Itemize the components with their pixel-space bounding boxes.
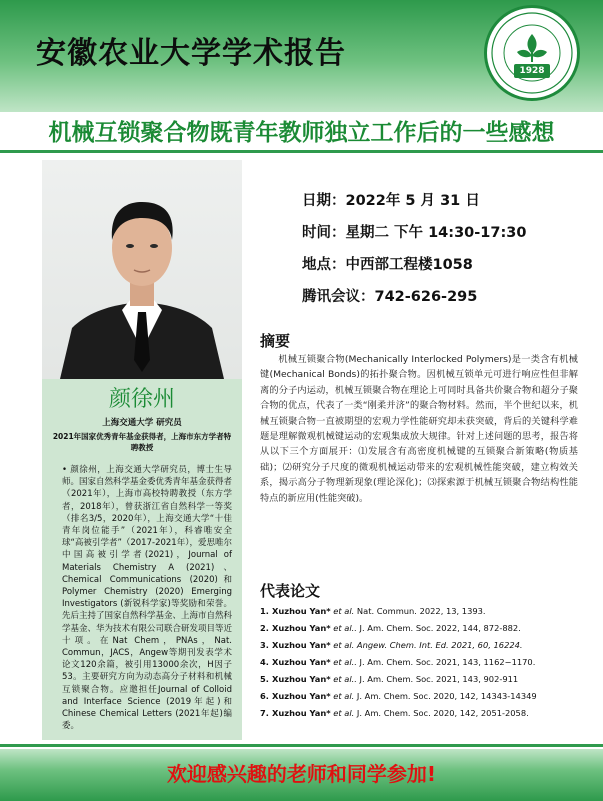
university-logo bbox=[484, 5, 580, 101]
publication-ref: J. Am. Chem. Soc. 2022, 144, 872-882. bbox=[356, 623, 521, 633]
publication-etal: et al.. bbox=[330, 657, 357, 667]
publication-ref: Nat. Commun. 2022, 13, 1393. bbox=[354, 606, 486, 616]
publication-author: Xuzhou Yan* bbox=[272, 691, 331, 701]
publication-author: Xuzhou Yan* bbox=[272, 623, 331, 633]
publication-author: Xuzhou Yan* bbox=[272, 640, 331, 650]
tencent-meeting-id: 腾讯会议：742-626-295 bbox=[302, 289, 478, 305]
publication-number: 1. bbox=[260, 606, 269, 616]
publication-item bbox=[260, 620, 590, 637]
speaker-bio: • 颜徐州，上海交通大学研究员，博士生导师。国家自然科学基金委优秀青年基金获得者（2021年），上海市高校特聘教授（东方学者，2018年），曾获浙江省自然科学一等奖（排名3/5，2020年），上海交通大学“十佳青年岗位能手”（2021年），科睿唯安全球“高被引学者”（2017-2021年），爱思唯尔中国高被引学者(2021)，Journal of Materials Chemistry A (2021)、Chemical Communications (2020)和Polymer Chemistry (2020) Emerging Investigators (新锐科学家)等奖励和荣誉。先后主持了国家自然科学基金、上海市自然科学基金、华为技术有限公司联合研发项目等近十项。在Nat Chem，PNAs，Nat. Commun，JACS，Angew等期刊发表学术论文120余篇，被引用13000余次，H因子53。主要研究方向为动态高分子材料和机械互锁聚合物。应邀担任Journal of Colloid and Interface Science (2019年起)和Chinese Chemical Letters (2021年起)编委。 bbox=[62, 465, 233, 732]
publication-etal: et al.. bbox=[330, 674, 357, 684]
publication-author: Xuzhou Yan* bbox=[272, 674, 331, 684]
page-title: 安徽农业大学学术报告 bbox=[36, 36, 346, 71]
publication-number: 5. bbox=[260, 674, 269, 684]
divider-top bbox=[0, 150, 603, 153]
publication-ref: J. Am. Chem. Soc. 2021, 143, 902-911 bbox=[356, 674, 519, 684]
publication-etal: et al. bbox=[330, 606, 355, 616]
publication-etal: et al. bbox=[330, 691, 355, 701]
publication-ref: J. Am. Chem. Soc. 2020, 142, 14343-14349 bbox=[354, 691, 537, 701]
publication-number: 3. bbox=[260, 640, 269, 650]
publication-item bbox=[260, 688, 590, 705]
talk-time: 时间：星期二 下午 14:30-17:30 bbox=[302, 225, 527, 241]
talk-title: 机械互锁聚合物既青年教师独立工作后的一些感想 bbox=[48, 119, 555, 146]
publication-item bbox=[260, 671, 590, 688]
publication-number: 2. bbox=[260, 623, 269, 633]
logo-emblem-icon bbox=[487, 8, 577, 98]
publication-item bbox=[260, 603, 590, 620]
publication-item bbox=[260, 637, 590, 654]
publication-number: 6. bbox=[260, 691, 269, 701]
publication-item bbox=[260, 705, 590, 722]
abstract-text: 机械互锁聚合物(Mechanically Interlocked Polymers)是一类含有机械键(Mechanical Bonds)的拓扑聚合物。因机械互锁单元可进行响应性但非解离的分子内运动，机械互锁聚合物在理论上可同时具备共价聚合物和超分子聚合物的优点，代表了一类“刚柔并济”的聚合物材料。然而，半个世纪以来，机械互锁聚合物一直被期望的宏观力学性能研究却未获突破，背后的关键科学难题是理解微观机械键运动的宏观集成放大规律。针对上述问题的思考，报告将从以下三个方面展开：⑴发展含有高密度机械键的互锁聚合新策略(物质基础)；⑵研究分子尺度的微观机械运动带来的宏观机械性能突破，建立构效关系，揭示高分子物理新现象(理论深化)；⑶探索源于机械互锁聚合物结构性能特点的新应用(性能突破)。 bbox=[260, 354, 578, 504]
speaker-institution: 上海交通大学 研究员 bbox=[102, 418, 182, 428]
publications-heading: 代表论文 bbox=[260, 582, 321, 600]
talk-place: 地点：中西部工程楼1058 bbox=[302, 257, 473, 273]
speaker-photo bbox=[42, 160, 242, 379]
talk-date: 日期：2022年 5 月 31 日 bbox=[302, 193, 480, 209]
invitation-text: 欢迎感兴趣的老师和同学参加! bbox=[166, 762, 437, 786]
publication-author: Xuzhou Yan* bbox=[272, 606, 331, 616]
publication-list bbox=[260, 603, 590, 722]
publication-number: 4. bbox=[260, 657, 269, 667]
logo-year: 1928 bbox=[514, 64, 550, 78]
speaker-award: 2021年国家优秀青年基金获得者，上海市东方学者特聘教授 bbox=[52, 432, 232, 452]
publication-author: Xuzhou Yan* bbox=[272, 708, 331, 718]
publication-item bbox=[260, 654, 590, 671]
abstract-heading: 摘要 bbox=[260, 332, 291, 350]
publication-etal: et al. Angew. Chem. Int. Ed. 2021, 60, 16224. bbox=[330, 640, 523, 650]
publication-ref: J. Am. Chem. Soc. 2020, 142, 2051-2058. bbox=[354, 708, 529, 718]
divider-bottom bbox=[0, 744, 603, 747]
publication-etal: et al. bbox=[330, 708, 355, 718]
speaker-name: 颜徐州 bbox=[108, 387, 175, 412]
publication-number: 7. bbox=[260, 708, 269, 718]
publication-etal: et al.. bbox=[330, 623, 357, 633]
publication-ref: J. Am. Chem. Soc. 2021, 143, 1162−1170. bbox=[356, 657, 536, 667]
publication-author: Xuzhou Yan* bbox=[272, 657, 331, 667]
